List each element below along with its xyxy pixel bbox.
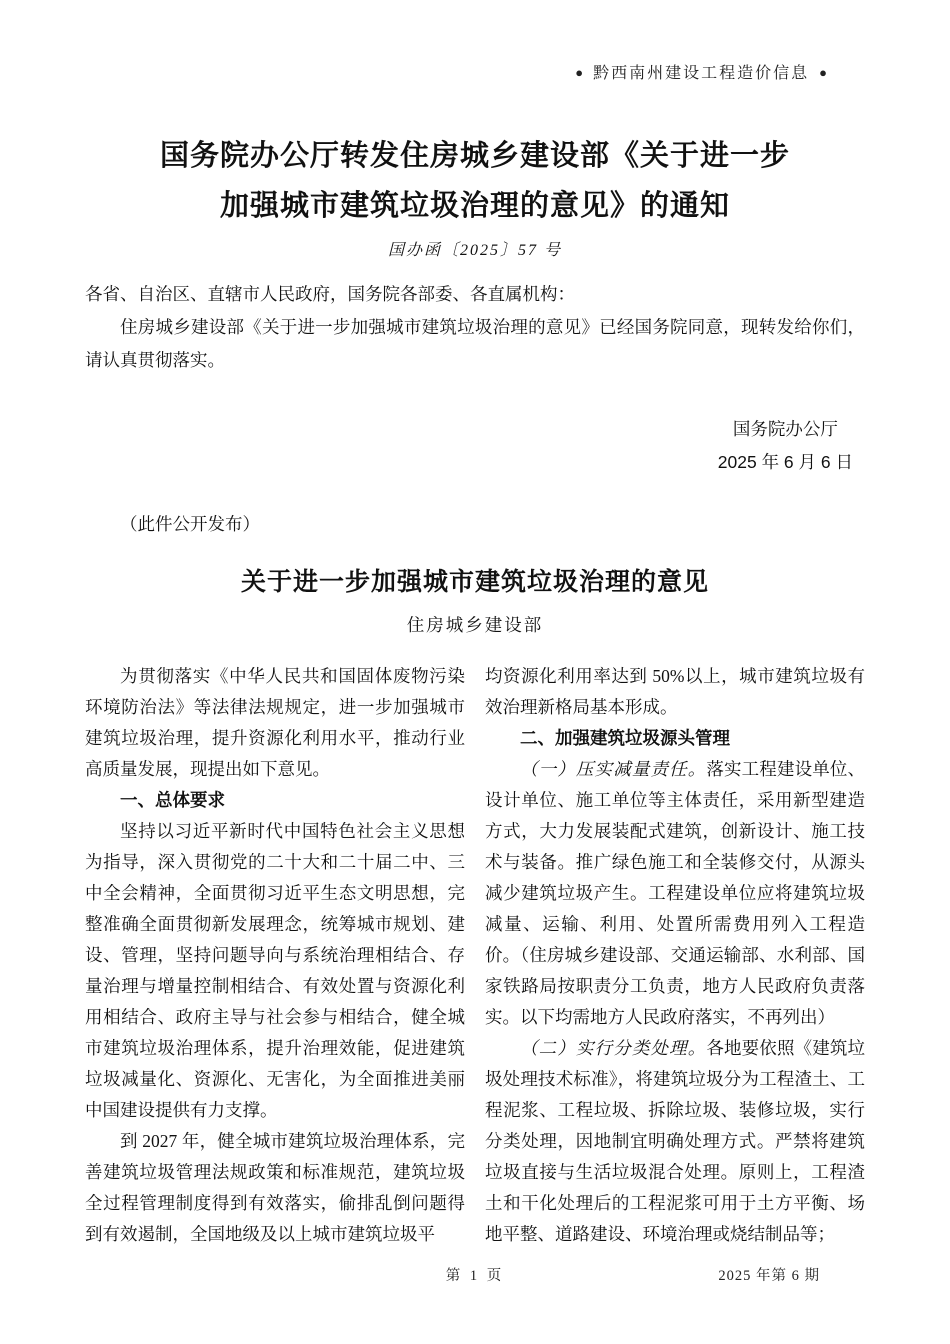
notice-title — [85, 131, 865, 231]
notice-body-paragraph: 住房城乡建设部《关于进一步加强城市建筑垃圾治理的意见》已经国务院同意，现转发给你们，请认真贯彻落实。 — [85, 317, 865, 370]
section-heading: 一、总体要求 — [120, 790, 225, 810]
bullet-icon: ● — [819, 65, 827, 80]
paragraph-continued: 均资源化利用率达到 50%以上，城市建筑垃圾有效治理新格局基本形成。 — [485, 666, 865, 717]
running-header-text: 黔西南州建设工程造价信息 — [593, 65, 810, 82]
right-column — [485, 661, 865, 1250]
notice-title-line1: 国务院办公厅转发住房城乡建设部《关于进一步 — [159, 140, 790, 172]
salutation: 各省、自治区、直辖市人民政府，国务院各部委、各直属机构： — [85, 284, 575, 304]
paragraph — [485, 754, 865, 1033]
page-footer — [0, 1264, 950, 1286]
public-release-note: （此件公开发布） — [120, 514, 260, 534]
signature-block — [85, 413, 865, 479]
signer: 国务院办公厅 — [732, 419, 838, 439]
paragraph: 坚持以习近平新时代中国特色社会主义思想为指导，深入贯彻党的二十大和二十届二中、三中全会精神，全面贯彻习近平生态文明思想，完整准确全面贯彻新发展理念，统筹城市规划、建设、管理，坚持问题导向与系统治理相结合、存量治理与增量控制相结合、有效处置与资源化利用相结合、政府主导与社会参与相结合，健全城市建筑垃圾治理体系，提升治理效能，促进建筑垃圾减量化、资源化、无害化，为全面推进美丽中国建设提供有力支撑。 — [85, 821, 465, 1120]
paragraph: 为贯彻落实《中华人民共和国固体废物污染环境防治法》等法律法规规定，进一步加强城市建筑垃圾治理，提升资源化利用水平，推动行业高质量发展，现提出如下意见。 — [85, 666, 465, 779]
paragraph: 到 2027 年，健全城市建筑垃圾治理体系，完善建筑垃圾管理法规政策和标准规范，建筑垃圾全过程管理制度得到有效落实，偷排乱倒问题得到有效遏制，全国地级及以上城市建筑垃圾平 — [85, 1131, 465, 1244]
left-column — [85, 661, 465, 1250]
section-heading: 二、加强建筑垃圾源头管理 — [520, 728, 730, 748]
notice-title-line2: 加强城市建筑垃圾治理的意见》的通知 — [219, 190, 730, 222]
paragraph-lead: （一）压实减量责任。 — [520, 759, 707, 779]
running-header — [85, 0, 865, 83]
opinion-author: 住房城乡建设部 — [406, 615, 544, 635]
opinion-title: 关于进一步加强城市建筑垃圾治理的意见 — [240, 569, 709, 596]
paragraph-text: 各地要依照《建筑垃圾处理技术标准》，将建筑垃圾分为工程渣土、工程泥浆、工程垃圾、拆除垃圾、装修垃圾，实行分类处理，因地制宜明确处理方式。严禁将建筑垃圾直接与生活垃圾混合处理。原则上，工程渣土和干化处理后的工程泥浆可用于土方平衡、场地平整、道路建设、环境治理或烧结制品等； — [485, 1038, 866, 1244]
page-number: 第 1 页 — [445, 1268, 505, 1284]
bullet-icon: ● — [575, 65, 584, 80]
paragraph — [485, 1033, 865, 1250]
paragraph-lead: （二）实行分类处理。 — [520, 1038, 707, 1058]
two-column-body — [85, 661, 865, 1250]
doc-number: 国办函〔2025〕57 号 — [387, 242, 562, 259]
paragraph-text: 落实工程建设单位、设计单位、施工单位等主体责任，采用新型建造方式，大力发展装配式建筑，创新设计、施工技术与装备。推广绿色施工和全装修交付，从源头减少建筑垃圾产生。工程建设单位应将建筑垃圾减量、运输、利用、处置所需费用列入工程造价。（住房城乡建设部、交通运输部、水利部、国家铁路局按职责分工负责，地方人民政府负责落实。以下均需地方人民政府落实，不再列出） — [485, 759, 866, 1027]
notice-intro — [85, 278, 865, 377]
issue-number: 2025 年第 6 期 — [718, 1268, 820, 1284]
sign-date: 2025 年 6 月 6 日 — [717, 452, 853, 472]
